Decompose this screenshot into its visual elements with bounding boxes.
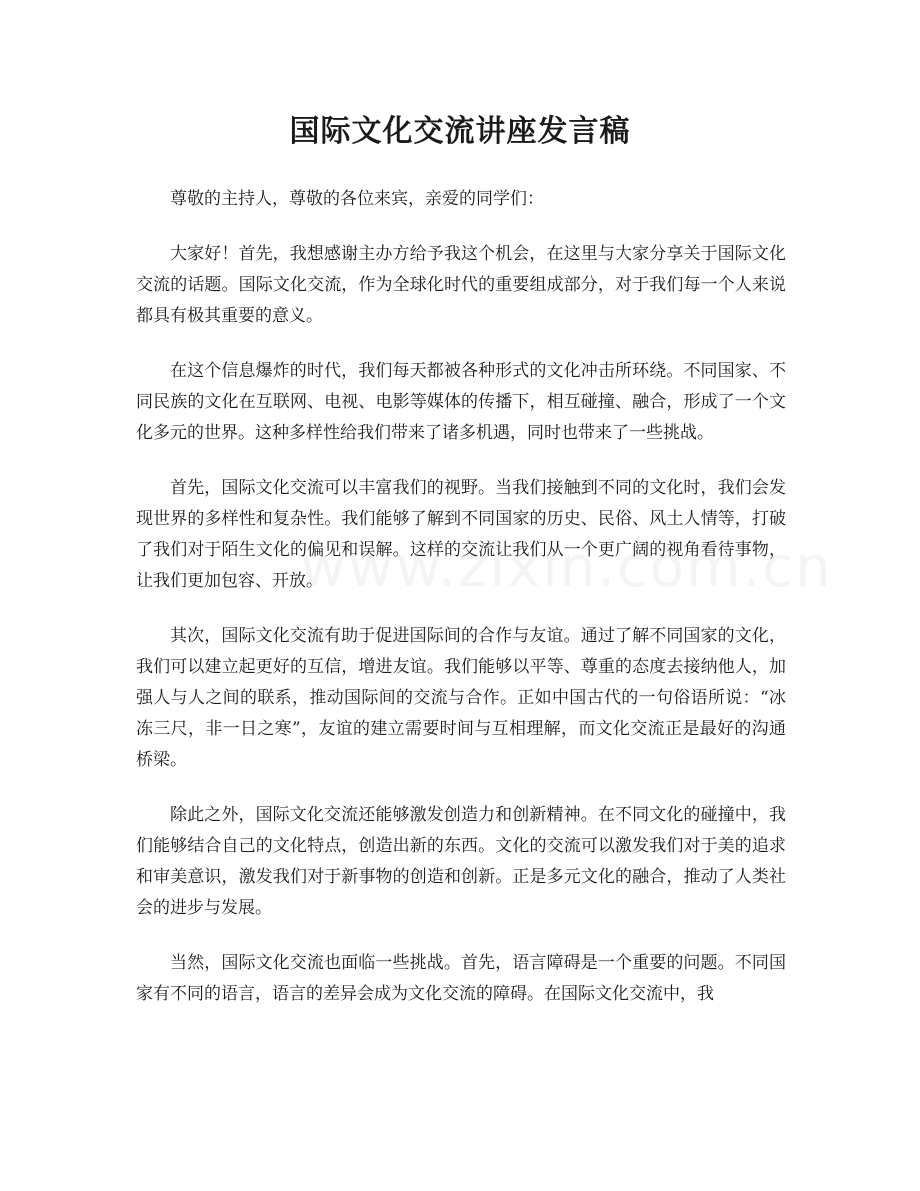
body-paragraph: 其次，国际文化交流有助于促进国际间的合作与友谊。通过了解不同国家的文化，我们可以建立起更好的互信，增进友谊。我们能够以平等、尊重的态度去接纳他人，加强人与人之间的联系，推动国际间的交流与合作。正如中国古代的一句俗语所说：“冰冻三尺，非一日之寒”，友谊的建立需要时间与互相理解，而文化交流正是最好的沟通桥梁。 xyxy=(136,626,786,770)
document-title: 国际文化交流讲座发言稿 xyxy=(289,114,631,149)
body-paragraph: 大家好！首先，我想感谢主办方给予我这个机会，在这里与大家分享关于国际文化交流的话题。国际文化交流，作为全球化时代的重要组成部分，对于我们每一个人来说都具有极其重要的意义。 xyxy=(136,244,786,326)
body-paragraph: 当然，国际文化交流也面临一些挑战。首先，语言障碍是一个重要的问题。不同国家有不同的语言，语言的差异会成为文化交流的障碍。在国际文化交流中，我 xyxy=(136,953,786,1004)
document-body xyxy=(136,184,786,1034)
body-paragraph: 首先，国际文化交流可以丰富我们的视野。当我们接触到不同的文化时，我们会发现世界的多样性和复杂性。我们能够了解到不同国家的历史、民俗、风土人情等，打破了我们对于陌生文化的偏见和误解。这样的交流让我们从一个更广阔的视角看待事物，让我们更加包容、开放。 xyxy=(136,478,786,591)
body-paragraph: 除此之外，国际文化交流还能够激发创造力和创新精神。在不同文化的碰撞中，我们能够结合自己的文化特点，创造出新的东西。文化的交流可以激发我们对于美的追求和审美意识，激发我们对于新事物的创造和创新。正是多元文化的融合，推动了人类社会的进步与发展。 xyxy=(136,805,786,918)
salutation-paragraph: 尊敬的主持人，尊敬的各位来宾，亲爱的同学们： xyxy=(170,189,544,209)
body-paragraph: 在这个信息爆炸的时代，我们每天都被各种形式的文化冲击所环绕。不同国家、不同民族的文化在互联网、电视、电影等媒体的传播下，相互碰撞、融合，形成了一个文化多元的世界。这种多样性给我们带来了诸多机遇，同时也带来了一些挑战。 xyxy=(136,361,786,443)
